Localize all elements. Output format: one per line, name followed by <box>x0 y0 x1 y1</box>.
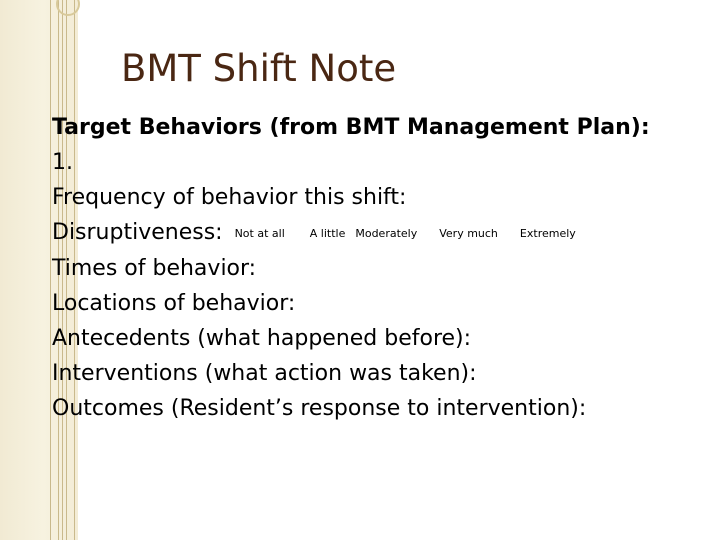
scale-extremely: Extremely <box>519 227 576 240</box>
scale-a-little: A little <box>309 227 346 240</box>
target-behaviors-label: Target Behaviors (from BMT Management Plan): <box>52 115 650 140</box>
decorative-ring <box>56 0 80 16</box>
shift-note-fields <box>52 110 712 426</box>
locations-label: Locations of behavior: <box>52 291 296 316</box>
scale-very-much: Very much <box>439 227 498 240</box>
disruptiveness-label: Disruptiveness: <box>52 220 223 245</box>
interventions-label: Interventions (what action was taken): <box>52 361 477 386</box>
antecedents-label: Antecedents (what happened before): <box>52 326 472 351</box>
decorative-line <box>50 0 51 540</box>
scale-moderately: Moderately <box>355 227 418 240</box>
page-title: BMT Shift Note <box>121 47 397 90</box>
times-label: Times of behavior: <box>52 256 257 281</box>
frequency-label: Frequency of behavior this shift: <box>52 185 407 210</box>
outcomes-label: Outcomes (Resident’s response to intervention): <box>52 396 587 421</box>
item-number-1: 1. <box>52 150 73 175</box>
disruptiveness-row <box>52 215 712 251</box>
scale-not-at-all: Not at all <box>234 227 285 240</box>
